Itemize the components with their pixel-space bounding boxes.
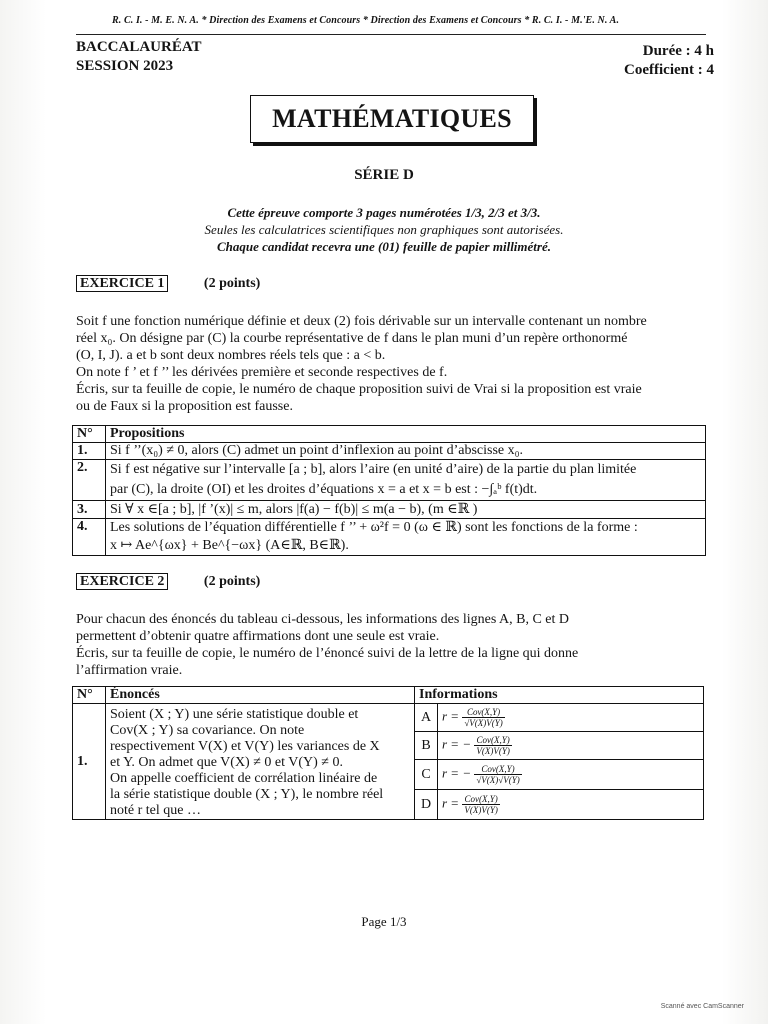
row-number: 1. [73,443,106,460]
fraction-numerator: Cov(X,Y) [474,735,512,746]
col-header-propositions: Propositions [106,426,706,443]
table-row [73,460,706,501]
table-header-row [73,687,704,704]
paragraph-line: ou de Faux si la proposition est fausse. [76,399,293,414]
option-formula [438,704,704,732]
proposition-cell [106,519,706,556]
statements-table [72,686,704,820]
exercise-2-text [76,611,716,679]
proposition-cell [106,443,706,460]
paragraph-line: Pour chacun des énoncés du tableau ci-dessous, les informations des lignes A, B, C et D [76,612,570,627]
table-row [73,519,706,556]
intro-line: Seules les calculatrices scientifiques non graphiques sont autorisées. [204,222,564,237]
row-number: 2. [73,460,106,501]
paragraph-line: On note f ’ et f ’’ les dérivées première et seconde respectives de f. [76,365,448,380]
statement-line: la série statistique double (X ; Y), le nombre réel [110,787,384,802]
statement-line: et Y. On admet que V(X) ≠ 0 et V(Y) ≠ 0. [110,755,343,770]
exam-info [76,38,202,76]
table-row [73,443,706,460]
row-number: 4. [73,519,106,556]
formula-lhs: r = [442,708,460,724]
exercise-1-points: (2 points) [203,276,261,291]
table-row [73,501,706,519]
formula-fraction [474,764,521,785]
exercise-1-heading [76,276,260,292]
formula-fraction [474,735,512,756]
proposition-line: Si f ’’(x₀) ≠ 0, alors (C) admet un point d’inflexion au point d’abscisse x₀. [110,443,523,458]
session-label: SESSION 2023 [76,58,174,74]
proposition-line: par (C), la droite (OI) et les droites d’équations x = a et x = b est : −∫ₐᵇ f(t)dt. [110,482,538,497]
option-formula [438,760,704,790]
fraction-denominator: √V(X)√V(Y) [476,775,520,785]
option-formula [438,790,704,820]
col-header-number: N° [73,687,106,704]
exercise-1-text [76,313,716,415]
fraction-numerator: Cov(X,Y) [474,764,521,775]
paragraph-line: permettent d’obtenir quatre affirmations dont une seule est vraie. [76,629,440,644]
fraction-numerator: Cov(X,Y) [462,794,500,805]
formula-lhs: r = [442,795,460,811]
statement-line: Soient (X ; Y) une série statistique double et [110,707,359,722]
formula-lhs: r = − [442,736,472,752]
header-banner: R. C. I. - M. E. N. A. * Direction des Examens et Concours * Direction des Examens et Concours * R. C. I. - M.'E. N. A. [112,15,620,26]
statement-line: Cov(X ; Y) sa covariance. On note [110,723,305,738]
fraction-denominator: √V(X)V(Y) [464,718,503,728]
exam-name: BACCALAURÉAT [76,39,202,55]
proposition-line: Si f est négative sur l’intervalle [a ; b], alors l’aire (en unité d’aire) de la partie du plan limitée [110,462,637,477]
exercise-2-heading [76,574,260,590]
exam-meta [624,42,714,80]
col-header-statements: Énoncés [106,687,415,704]
proposition-cell [106,501,706,519]
proposition-line: Les solutions de l’équation différentielle f ’’ + ω²f = 0 (ω ∈ ℝ) sont les fonctions de la forme : [110,520,638,535]
option-formula [438,732,704,760]
paragraph-line: (O, I, J). a et b sont deux nombres réels tels que : a < b. [76,348,386,363]
row-number: 3. [73,501,106,519]
statement-line: noté r tel que … [110,803,201,818]
option-letter: D [415,790,438,820]
propositions-table [72,425,706,556]
option-letter: A [415,704,438,732]
formula-fraction [462,707,504,728]
proposition-line: Si ∀ x ∈[a ; b], |f ’(x)| ≤ m, alors |f(a) − f(b)| ≤ m(a − b), (m ∈ℝ ) [110,502,478,517]
table-header-row [73,426,706,443]
fraction-denominator: V(X)V(Y) [464,805,498,815]
serie-label: SÉRIE D [354,167,414,183]
col-header-informations: Informations [415,687,704,704]
formula-lhs: r = − [442,765,472,781]
scanner-watermark: Scanné avec CamScanner [660,1003,744,1010]
paragraph-line: Écris, sur ta feuille de copie, le numéro de chaque proposition suivi de Vrai si la proposition est vraie [76,382,642,397]
coefficient-label: Coefficient : 4 [624,62,714,78]
formula-fraction [462,794,500,815]
proposition-cell [106,460,706,501]
table-row [73,704,704,732]
fraction-denominator: V(X)V(Y) [476,746,510,756]
exercise-2-points: (2 points) [203,574,261,589]
option-letter: C [415,760,438,790]
paragraph-line: l’affirmation vraie. [76,663,183,678]
fraction-numerator: Cov(X,Y) [462,707,504,718]
paragraph-line: Soit f une fonction numérique définie et deux (2) fois dérivable sur un intervalle contenant un nombre [76,314,647,329]
duration-label: Durée : 4 h [642,43,714,59]
header-rule [76,34,706,35]
statement-line: respectivement V(X) et V(Y) les variances de X [110,739,380,754]
row-number: 1. [73,704,106,820]
subject-title: MATHÉMATIQUES [250,95,534,143]
exercise-1-label: EXERCICE 1 [76,275,168,292]
col-header-number: N° [73,426,106,443]
option-letter: B [415,732,438,760]
intro-line: Cette épreuve comporte 3 pages numérotées 1/3, 2/3 et 3/3. [227,205,541,220]
proposition-line: x ↦ Ae^{ωx} + Be^{−ωx} (A∈ℝ, B∈ℝ). [110,538,349,553]
paragraph-line: Écris, sur ta feuille de copie, le numéro de l’énoncé suivi de la lettre de la ligne qui donne [76,646,579,661]
paragraph-line: réel x₀. On désigne par (C) la courbe représentative de f dans le plan muni d’un repère orthonormé [76,331,628,346]
intro-notes [0,204,768,255]
intro-line: Chaque candidat recevra une (01) feuille de papier millimétré. [217,239,551,254]
exercise-2-label: EXERCICE 2 [76,573,168,590]
page-number: Page 1/3 [361,914,407,929]
statement-line: On appelle coefficient de corrélation linéaire de [110,771,378,786]
statement-cell [106,704,415,820]
